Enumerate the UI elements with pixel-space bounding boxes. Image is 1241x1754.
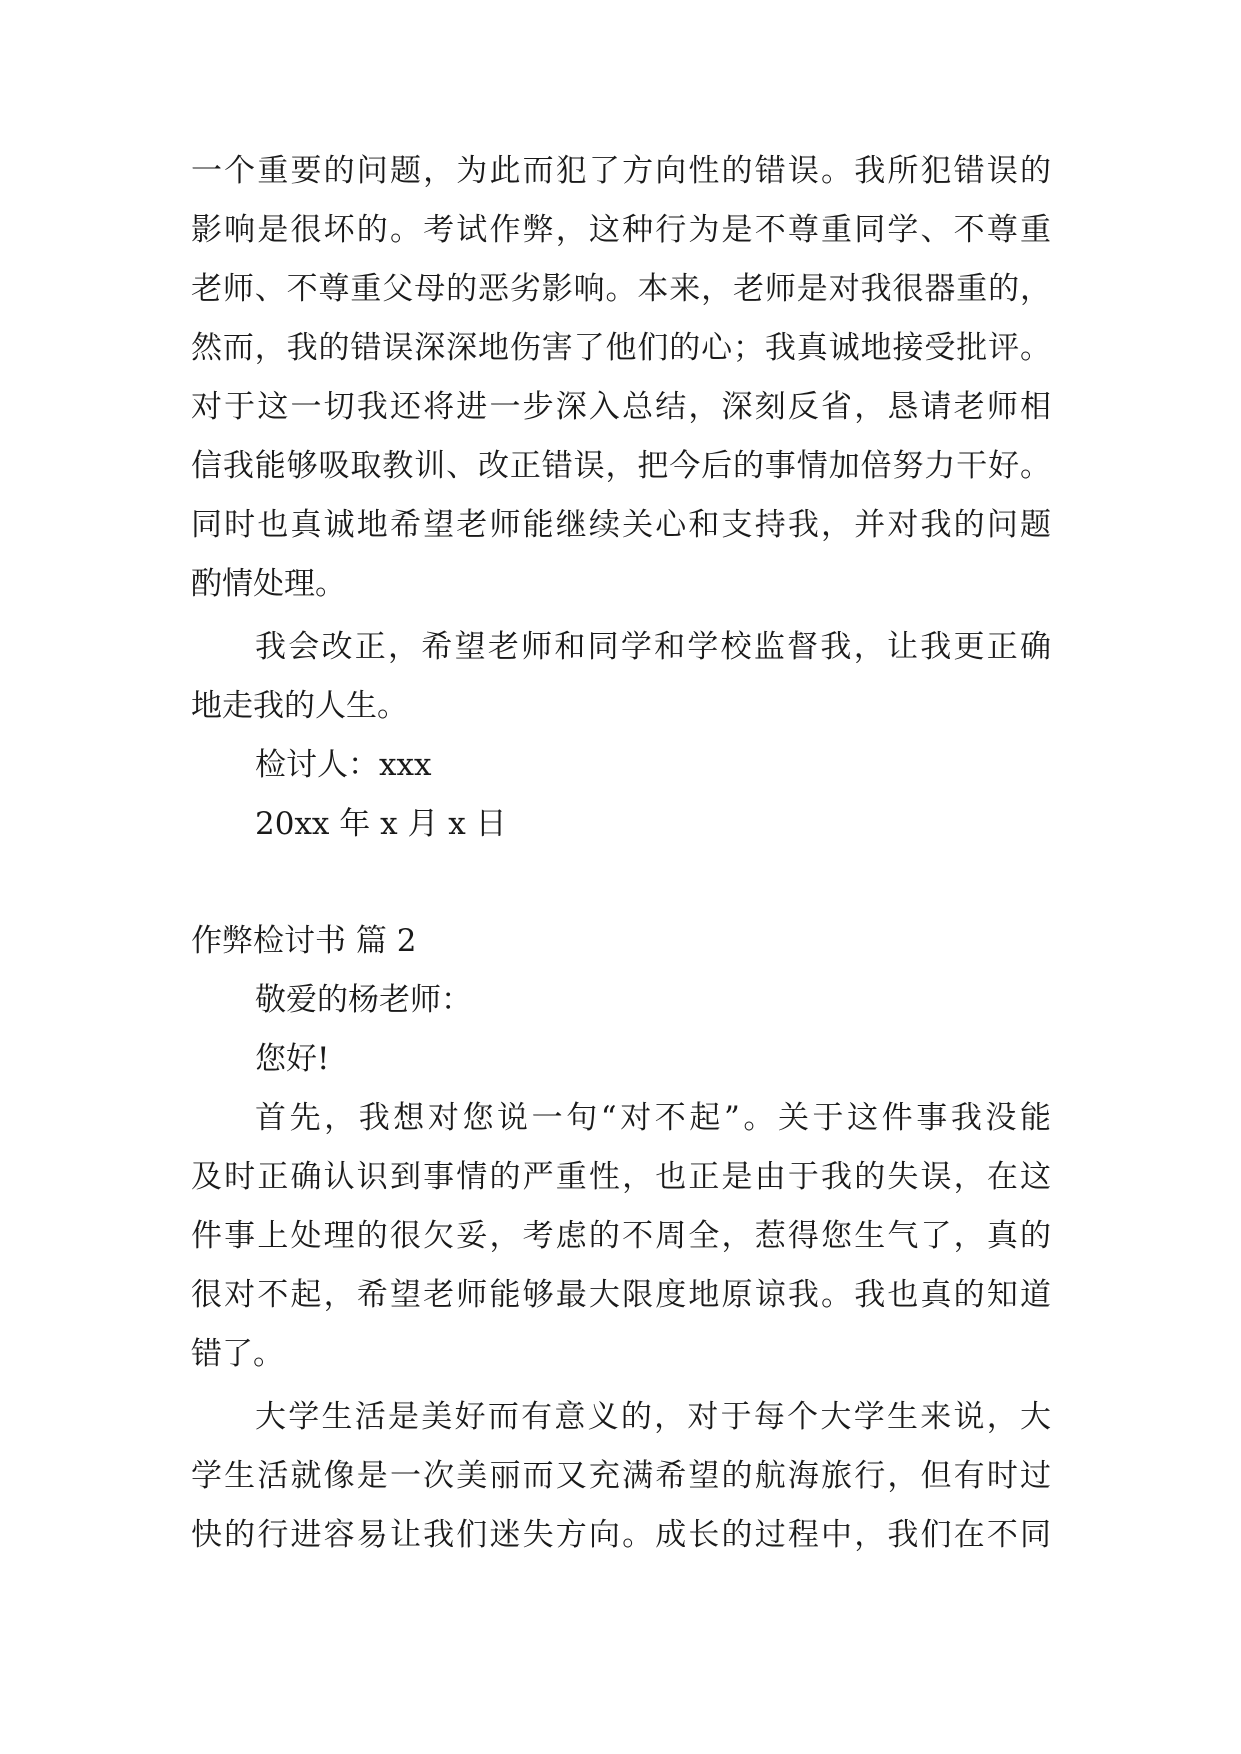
paragraph1-line-6: 信我能够吸取教训、改正错误，把今后的事情加倍努力干好。 [191, 448, 1051, 484]
paragraph-a-line-4: 很对不起，希望老师能够最大限度地原谅我。我也真的知道 [191, 1277, 1051, 1313]
signer-line: 检讨人：xxx [255, 747, 432, 783]
paragraph-b-line-2: 学生活就像是一次美丽而又充满希望的航海旅行，但有时过 [191, 1458, 1051, 1494]
paragraph-b-line-3: 快的行进容易让我们迷失方向。成长的过程中，我们在不同 [191, 1517, 1051, 1553]
paragraph1-line-8: 酌情处理。 [191, 566, 346, 602]
paragraph1-line-2: 影响是很坏的。考试作弊，这种行为是不尊重同学、不尊重 [191, 212, 1051, 248]
paragraph2-line-2: 地走我的人生。 [191, 688, 408, 724]
paragraph-a-line-2: 及时正确认识到事情的严重性，也正是由于我的失误，在这 [191, 1159, 1051, 1195]
date-line: 20xx 年 x 月 x 日 [255, 806, 507, 842]
paragraph-a-line-5: 错了。 [191, 1336, 284, 1372]
greeting: 您好! [255, 1041, 330, 1077]
paragraph-a-line-1: 首先，我想对您说一句“对不起”。关于这件事我没能 [255, 1100, 1051, 1136]
paragraph2-line-1: 我会改正，希望老师和同学和学校监督我，让我更正确 [255, 629, 1051, 665]
paragraph1-line-4: 然而，我的错误深深地伤害了他们的心；我真诚地接受批评。 [191, 330, 1051, 366]
paragraph1-line-1: 一个重要的问题，为此而犯了方向性的错误。我所犯错误的 [191, 153, 1051, 189]
section-title: 作弊检讨书 篇 2 [191, 923, 417, 959]
paragraph1-line-7: 同时也真诚地希望老师能继续关心和支持我，并对我的问题 [191, 507, 1051, 543]
paragraph-b-line-1: 大学生活是美好而有意义的，对于每个大学生来说，大 [255, 1399, 1051, 1435]
paragraph-a-line-3: 件事上处理的很欠妥，考虑的不周全，惹得您生气了，真的 [191, 1218, 1051, 1254]
paragraph1-line-5: 对于这一切我还将进一步深入总结，深刻反省，恳请老师相 [191, 389, 1051, 425]
paragraph1-line-3: 老师、不尊重父母的恶劣影响。本来，老师是对我很器重的， [191, 271, 1051, 307]
salutation: 敬爱的杨老师： [255, 982, 472, 1018]
